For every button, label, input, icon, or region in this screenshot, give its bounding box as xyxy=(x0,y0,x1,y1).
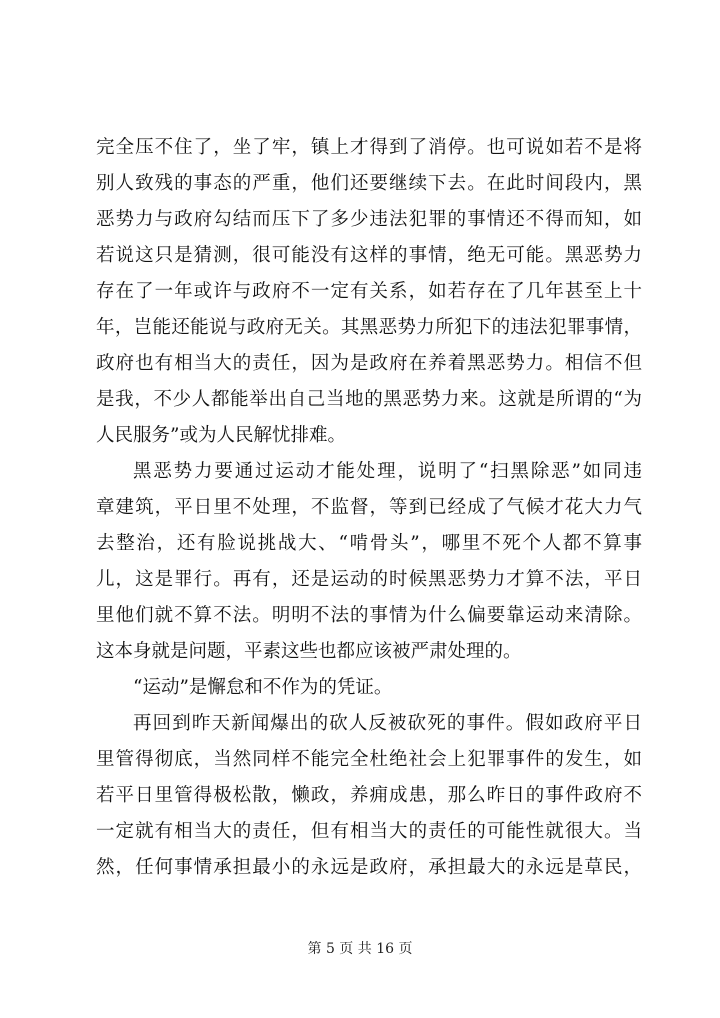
text-line: 章建筑，平日里不处理，不监督，等到已经成了气候才花大力气 xyxy=(96,497,642,518)
text-line: 这本身就是问题，平素这些也都应该被严肃处理的。 xyxy=(96,641,522,662)
text-line: 一定就有相当大的责任，但有相当大的责任的可能性就很大。当 xyxy=(96,821,642,842)
text-line: 里他们就不算不法。明明不法的事情为什么偏要靠运动来清除。 xyxy=(96,605,642,626)
body-text xyxy=(96,130,642,886)
text-line: 里管得彻底，当然同样不能完全杜绝社会上犯罪事件的发生，如 xyxy=(96,749,642,770)
text-line: 是我，不少人都能举出自己当地的黑恶势力来。这就是所谓的“为 xyxy=(96,389,642,410)
text-line: 再回到昨天新闻爆出的砍人反被砍死的事件。假如政府平日 xyxy=(133,713,642,734)
text-line: 去整治，还有脸说挑战大、“啃骨头”，哪里不死个人都不算事 xyxy=(96,533,642,554)
text-line: 完全压不住了，坐了牢，镇上才得到了消停。也可说如若不是将 xyxy=(96,137,642,158)
text-line: 政府也有相当大的责任，因为是政府在养着黑恶势力。相信不但 xyxy=(96,353,642,374)
page-number-footer: 第 5 页 共 16 页 xyxy=(307,941,413,957)
text-line: 儿，这是罪行。再有，还是运动的时候黑恶势力才算不法，平日 xyxy=(96,569,642,590)
text-line: 年，岂能还能说与政府无关。其黑恶势力所犯下的违法犯罪事情， xyxy=(96,317,642,338)
text-line: 别人致残的事态的严重，他们还要继续下去。在此时间段内，黑 xyxy=(96,173,642,194)
text-line: 黑恶势力要通过运动才能处理，说明了“扫黑除恶”如同违 xyxy=(133,461,642,482)
text-line: 然，任何事情承担最小的永远是政府，承担最大的永远是草民， xyxy=(96,857,642,878)
text-line: 若平日里管得极松散，懒政，养痈成患，那么昨日的事件政府不 xyxy=(96,785,642,806)
text-line: 若说这只是猜测，很可能没有这样的事情，绝无可能。黑恶势力 xyxy=(96,245,642,266)
text-line: 恶势力与政府勾结而压下了多少违法犯罪的事情还不得而知，如 xyxy=(96,209,642,230)
text-line: “运动”是懈怠和不作为的凭证。 xyxy=(133,677,393,698)
text-line: 存在了一年或许与政府不一定有关系，如若存在了几年甚至上十 xyxy=(96,281,642,302)
text-line: 人民服务”或为人民解忧排难。 xyxy=(96,425,346,446)
